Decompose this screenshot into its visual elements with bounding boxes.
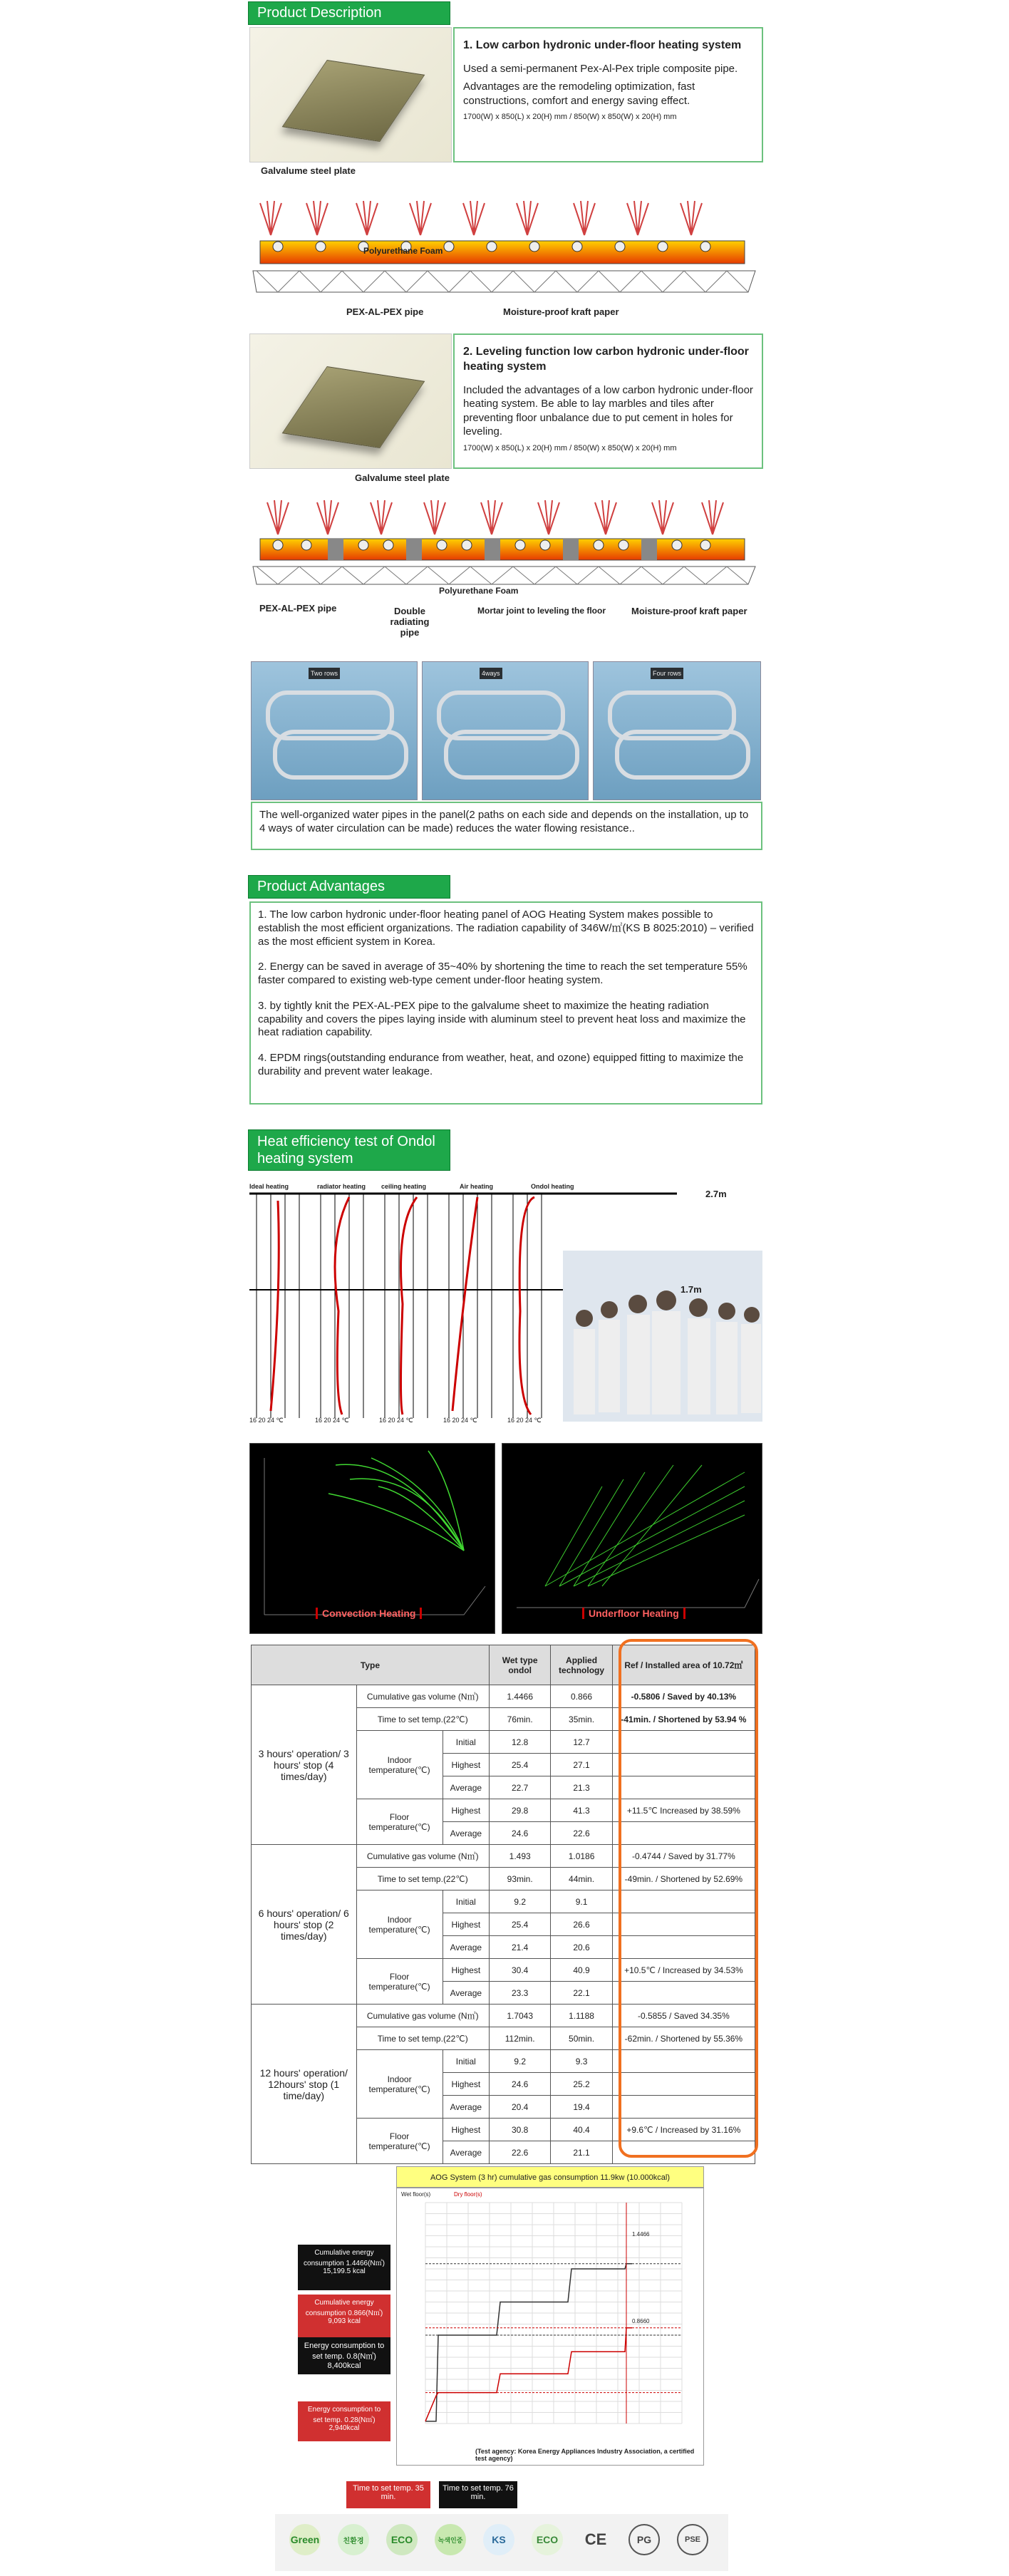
- cell: Time to set temp.(22℃): [356, 2027, 489, 2050]
- cell: 50min.: [551, 2027, 612, 2050]
- legend-wet: Wet floor(s): [401, 2191, 431, 2198]
- group-3: 12 hours' operation/ 12hours' stop (1 time/day): [252, 2005, 357, 2164]
- diagram1-steel-label: Galvalume steel plate: [261, 165, 356, 176]
- cell: 20.6: [551, 1936, 612, 1959]
- photo-tag-2: 4ways: [480, 668, 502, 679]
- cell: 30.8: [489, 2119, 550, 2141]
- callout-time-76: Time to set temp. 76 min.: [439, 2481, 517, 2508]
- underfloor-image: [502, 1443, 762, 1634]
- advantage-1: 1. The low carbon hydronic under-floor heating panel of AOG Heating System makes possible to establish the most efficient organizations. The radiation capability of 346W/㎡(KS B 8025:2010) – verified as the most efficient system in Korea.: [258, 909, 754, 948]
- cell: 22.7: [489, 1776, 550, 1799]
- cell: 21.4: [489, 1936, 550, 1959]
- diagram1-foam-label: Polyurethane Foam: [363, 246, 443, 256]
- cell: +9.6℃ / Increased by 31.16%: [612, 2119, 755, 2141]
- cell: +11.5℃ Increased by 38.59%: [612, 1799, 755, 1822]
- callout-time-35: Time to set temp. 35 min.: [346, 2481, 430, 2508]
- section-title-product-advantages: Product Advantages: [248, 875, 450, 899]
- floor-diagram-2: [249, 477, 762, 620]
- cell: 27.1: [551, 1754, 612, 1776]
- callout-set-temp-dry: Energy consumption to set temp. 0.28(N㎥) 2,940kcal: [298, 2401, 390, 2441]
- cell: Highest: [443, 1754, 489, 1776]
- group-2: 6 hours' operation/ 6 hours' stop (2 times/day): [252, 1845, 357, 2005]
- cell: 23.3: [489, 1982, 550, 2005]
- cell: 1.0186: [551, 1845, 612, 1868]
- advantage-4: 4. EPDM rings(outstanding endurance from weather, heat, and ozone) equipped fitting to maximize the durability and prevent water leakage.: [258, 1052, 744, 1077]
- cell: 24.6: [489, 1822, 550, 1845]
- eco-logo-icon: ECO: [386, 2524, 418, 2555]
- tick-row-1: 16 20 24 ℃: [249, 1417, 284, 1424]
- advantage-2: 2. Energy can be saved in average of 35~40% by shortening the time to reach the set temperature 55% faster compared to existing web-type cement under-floor heating system.: [258, 961, 747, 986]
- pse-logo-icon: PSE: [677, 2524, 708, 2555]
- cell: 1.493: [489, 1845, 550, 1868]
- cell: 21.3: [551, 1776, 612, 1799]
- cell: 25.2: [551, 2073, 612, 2096]
- callout-cumulative-dry: Cumulative energy consumption 0.866(N㎥) 9,093 kcal: [298, 2295, 390, 2337]
- cell: 9.3: [551, 2050, 612, 2073]
- cell: Average: [443, 1776, 489, 1799]
- cell: 1.4466: [489, 1685, 550, 1708]
- green-logo-icon: Green: [289, 2524, 321, 2555]
- cell: 29.8: [489, 1799, 550, 1822]
- cell: Average: [443, 1982, 489, 2005]
- product2-image: [249, 333, 452, 469]
- group-1: 3 hours' operation/ 3 hours' stop (4 times/day): [252, 1685, 357, 1845]
- cell: Cumulative gas volume (N㎥): [356, 1845, 489, 1868]
- cell: Floor temperature(℃): [356, 1959, 443, 2005]
- cell: 41.3: [551, 1799, 612, 1822]
- product2-text1: Included the advantages of a low carbon hydronic under-floor heating system. Be able to lay marbles and tiles after preventing floor unbalance due to put cement in holes for leveling.: [463, 383, 753, 438]
- diagram2-mortar-label: Mortar joint to leveling the floor: [477, 606, 606, 616]
- eco-friendly-logo-icon: 친환경: [338, 2524, 369, 2555]
- diagram1-pipe-label: PEX-AL-PEX pipe: [346, 306, 424, 317]
- callout-cumulative-wet: Cumulative energy consumption 1.4466(N㎥) 15,199.5 kcal: [298, 2245, 390, 2290]
- cell: 24.6: [489, 2073, 550, 2096]
- cell: 26.6: [551, 1913, 612, 1936]
- water-note-text: The well-organized water pipes in the panel(2 paths on each side and depends on the installation, up to 4 ways of water circulation can be made) reduces the water flowing resistance..: [259, 809, 749, 834]
- cell: 0.866: [551, 1685, 612, 1708]
- advantage-3: 3. by tightly knit the PEX-AL-PEX pipe to the galvalume sheet to maximize the heating radiation capability and covers the pipes laying inside with aluminum steel to prevent heat loss and maximize the heat radiation capability.: [258, 999, 746, 1039]
- diagram1-paper-label: Moisture-proof kraft paper: [503, 306, 619, 317]
- cell: 76min.: [489, 1708, 550, 1731]
- cell: Initial: [443, 1890, 489, 1913]
- cell: Cumulative gas volume (N㎥): [356, 2005, 489, 2027]
- eco2-logo-icon: ECO: [532, 2524, 563, 2555]
- val-dry: 0.8660: [632, 2318, 650, 2324]
- legend-dry: Dry floor(s): [454, 2191, 482, 2198]
- product2-heading: 2. Leveling function low carbon hydronic under-floor heating system: [463, 346, 749, 373]
- cell: 25.4: [489, 1913, 550, 1936]
- cell: Floor temperature(℃): [356, 2119, 443, 2164]
- cell: -0.4744 / Saved by 31.77%: [612, 1845, 755, 1868]
- cell: Time to set temp.(22℃): [356, 1708, 489, 1731]
- col-radiator: radiator heating: [317, 1183, 366, 1190]
- col-ondol: Ondol heating: [531, 1183, 574, 1190]
- series-wet-line: [425, 2264, 632, 2421]
- val-wet: 1.4466: [632, 2231, 650, 2238]
- product1-heading: 1. Low carbon hydronic under-floor heating system: [463, 39, 742, 51]
- cell: Average: [443, 2141, 489, 2164]
- product1-description: [453, 27, 763, 162]
- cell: Initial: [443, 1731, 489, 1754]
- cell: Average: [443, 2096, 489, 2119]
- convection-image: [249, 1443, 495, 1634]
- certification-logos: [275, 2514, 728, 2571]
- cell: -49min. / Shortened by 52.69%: [612, 1868, 755, 1890]
- cell: Indoor temperature(℃): [356, 1890, 443, 1959]
- cell: -62min. / Shortened by 55.36%: [612, 2027, 755, 2050]
- cell: 40.4: [551, 2119, 612, 2141]
- cell: -41min. / Shortened by 53.94 %: [612, 1708, 755, 1731]
- cell: 9.2: [489, 1890, 550, 1913]
- underfloor-label: Underfloor Heating: [582, 1608, 685, 1619]
- ks-logo-icon: KS: [483, 2524, 514, 2555]
- diagram2-double-label: Double radiating pipe: [390, 606, 430, 638]
- gas-chart-title: AOG System (3 hr) cumulative gas consumption 11.9kw (10.000kcal): [396, 2166, 704, 2188]
- cell: Time to set temp.(22℃): [356, 1868, 489, 1890]
- th-ref: Ref / Installed area of 10.72㎡: [612, 1645, 755, 1685]
- cell: 40.9: [551, 1959, 612, 1982]
- pipe-photo-1: [251, 661, 418, 800]
- cell: 1.7043: [489, 2005, 550, 2027]
- water-note-box: [251, 802, 762, 850]
- heating-profile-chart: [249, 1183, 762, 1425]
- cell: Highest: [443, 1799, 489, 1822]
- cell: Indoor temperature(℃): [356, 1731, 443, 1799]
- cell: 9.1: [551, 1890, 612, 1913]
- cell: 35min.: [551, 1708, 612, 1731]
- cell: 93min.: [489, 1868, 550, 1890]
- cell: Highest: [443, 2119, 489, 2141]
- diagram2-pipe-label: PEX-AL-PEX pipe: [259, 603, 337, 614]
- height-2-7: 2.7m: [705, 1189, 727, 1199]
- cell: 30.4: [489, 1959, 550, 1982]
- th-wet: Wet type ondol: [489, 1645, 550, 1685]
- section-title-product-description: Product Description: [248, 1, 450, 25]
- cell: 25.4: [489, 1754, 550, 1776]
- tick-row-4: 16 20 24 ℃: [443, 1417, 477, 1424]
- cell: +10.5℃ / Increased by 34.53%: [612, 1959, 755, 1982]
- cell: -0.5806 / Saved by 40.13%: [612, 1685, 755, 1708]
- product1-text2: Advantages are the remodeling optimization, fast constructions, comfort and energy saving effect.: [463, 81, 695, 107]
- photo-tag-1: Two rows: [309, 668, 340, 679]
- product1-image: [249, 27, 452, 162]
- cell: Highest: [443, 2073, 489, 2096]
- cell: Highest: [443, 1959, 489, 1982]
- pipe-photo-3: [593, 661, 761, 800]
- th-applied: Applied technology: [551, 1645, 612, 1685]
- cell: -0.5855 / Saved 34.35%: [612, 2005, 755, 2027]
- diagram2-foam-label: Polyurethane Foam: [439, 586, 519, 596]
- photo-tag-3: Four rows: [651, 668, 683, 679]
- diagram2-paper-label: Moisture-proof kraft paper: [631, 606, 747, 616]
- gas-chart: [396, 2188, 704, 2466]
- col-ceiling: ceiling heating: [381, 1183, 427, 1190]
- cell: 22.1: [551, 1982, 612, 2005]
- cell: 12.8: [489, 1731, 550, 1754]
- ce-logo-icon: CE: [584, 2530, 607, 2548]
- product1-text1: Used a semi-permanent Pex-Al-Pex triple composite pipe.: [463, 62, 738, 75]
- section-title-heat-efficiency: Heat efficiency test of Ondol heating system: [248, 1129, 450, 1171]
- green-cert-logo-icon: 녹색인증: [435, 2524, 466, 2555]
- convection-label: Convection Heating: [316, 1608, 422, 1619]
- product2-dims: 1700(W) x 850(L) x 20(H) mm / 850(W) x 850(W) x 20(H) mm: [463, 443, 677, 452]
- cell: Floor temperature(℃): [356, 1799, 443, 1845]
- cell: Average: [443, 1822, 489, 1845]
- cell: Average: [443, 1936, 489, 1959]
- diagram2-steel-label: Galvalume steel plate: [355, 472, 450, 483]
- cell: 22.6: [551, 1822, 612, 1845]
- cell: 12.7: [551, 1731, 612, 1754]
- cell: Indoor temperature(℃): [356, 2050, 443, 2119]
- ref-highlight-outline: [619, 1639, 758, 2158]
- gas-chart-footnote: (Test agency: Korea Energy Appliances Industry Association, a certified test agency): [475, 2448, 695, 2462]
- series-dry-line: [425, 2328, 632, 2421]
- tick-row-5: 16 20 24 ℃: [507, 1417, 542, 1424]
- cell: 22.6: [489, 2141, 550, 2164]
- cell: 19.4: [551, 2096, 612, 2119]
- advantages-box: [249, 901, 762, 1105]
- col-ideal: Ideal heating: [249, 1183, 289, 1190]
- cell: 44min.: [551, 1868, 612, 1890]
- tick-row-3: 16 20 24 ℃: [379, 1417, 413, 1424]
- cell: 21.1: [551, 2141, 612, 2164]
- height-1-7: 1.7m: [681, 1284, 702, 1295]
- cell: 112min.: [489, 2027, 550, 2050]
- col-air: Air heating: [460, 1183, 494, 1190]
- product2-description: [453, 333, 763, 469]
- product1-dims: 1700(W) x 850(L) x 20(H) mm / 850(W) x 850(W) x 20(H) mm: [463, 113, 677, 122]
- th-type: Type: [252, 1645, 490, 1685]
- cell: 1.1188: [551, 2005, 612, 2027]
- tick-row-2: 16 20 24 ℃: [315, 1417, 349, 1424]
- pg-logo-icon: PG: [628, 2524, 660, 2555]
- callout-set-temp-wet: Energy consumption to set temp. 0.8(N㎥) 8,400kcal: [298, 2337, 390, 2374]
- cell: 9.2: [489, 2050, 550, 2073]
- cell: Cumulative gas volume (N㎥): [356, 1685, 489, 1708]
- floor-diagram-1: [249, 164, 762, 321]
- cell: 20.4: [489, 2096, 550, 2119]
- cell: Initial: [443, 2050, 489, 2073]
- pipe-photo-2: [422, 661, 589, 800]
- cell: Highest: [443, 1913, 489, 1936]
